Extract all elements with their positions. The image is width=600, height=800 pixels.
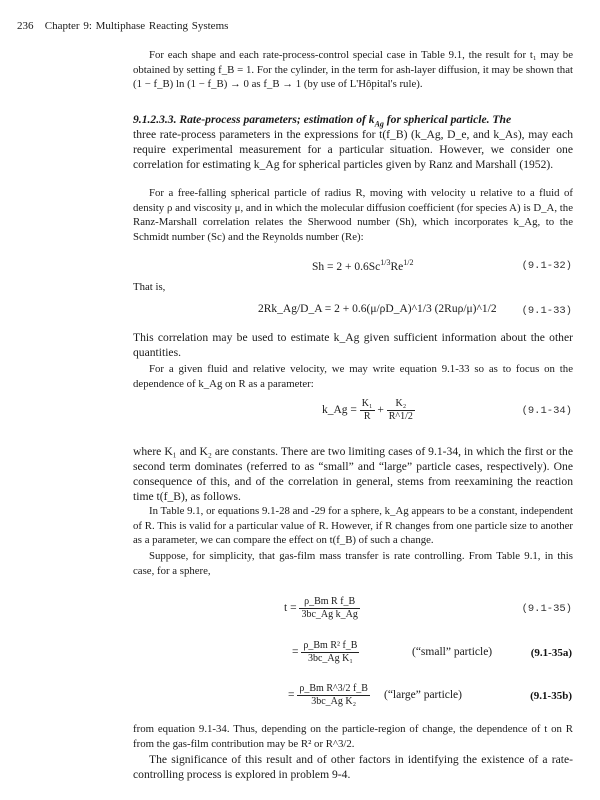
section-paragraph-2: For a free-falling spherical particle of radius R, moving with velocity u relative to a fluid of density ρ and viscosity μ, and in which the molecular diffusion coefficient (for species A) is D_A, the Ranz-Marshall correlation relates the Sherwood number (Sh), which incorporates k_Ag, to the Schmidt number (Sc) and the Reynolds number (Re): [133,187,573,243]
section-title: Rate-process parameters; estimation [179,113,354,126]
paragraph-3: This correlation may be used to estimate k_Ag given sufficient information about the other quantities. [133,331,573,359]
section-paragraph-1: three rate-process parameters in the expressions for t(f_B) (k_Ag, D_e, and k_As), may each require experimental measurement for a particular situation. However, we consider one correlation for estimating k_Ag for spherical particles given by Ranz and Marshall (1952). [133,128,573,171]
paragraph-5: where K₁ and K₂ are constants. There are two limiting cases of 9.1-34, in which the first or the second term dominates (referred to as “small” and “large” particle cases, respectively). One consequence of this, and of the correlation in general, stems from reexamining the reaction time t(f_B), as follows. [133,445,573,503]
section-title-rest-1: of k [356,113,375,126]
chapter-title: Multiphase Reacting Systems [95,20,229,32]
equation-number-9-1-32: (9.1-32) [521,260,572,272]
chapter-label: Chapter [44,20,80,32]
chapter-number: 9: [83,20,92,32]
equation-number-9-1-33: (9.1-33) [521,305,572,317]
equation-number-9-1-35a: (9.1-35a) [530,647,572,659]
equation-9-1-34: k_Ag = $\frac{\text{K₁}}{R}$ + $\frac{\text{K₂}}{R\^{}1/2}$ [322,398,413,422]
large-particle-label: (“large” particle) [384,689,462,701]
fraction-k1-over-r: $\frac{\text{K₁}}{R}$ [361,398,373,422]
page-number: 236 [17,20,34,32]
paragraph-7: Suppose, for simplicity, that gas-film mass transfer is rate controlling. From Table 9.1, in this case, for a sphere, [133,550,573,577]
section-title-sub: Ag [374,119,384,129]
equation-9-1-35: t = $\frac{\text{ρ\_Bm R f\_B}}{\text{3bc\_Ag k\_Ag}}$ [284,596,358,620]
equation-number-9-1-35b: (9.1-35b) [530,690,572,702]
paragraph-9: The significance of this result and of other factors in identifying the existence of a rate-controlling process is explored in problem 9-4. [133,753,573,781]
paragraph-4: For a given fluid and relative velocity, we may write equation 9.1-33 so as to focus on the dependence of k_Ag on R as a parameter: [133,363,573,390]
section-number: 9.1.2.3.3. [133,113,177,126]
equation-number-9-1-35: (9.1-35) [521,603,572,615]
that-is-text: That is, [133,281,166,293]
small-particle-label: (“small” particle) [412,646,493,658]
equation-number-9-1-34: (9.1-34) [521,405,572,417]
intro-paragraph: For each shape and each rate-process-control special case in Table 9.1, the result for t₁ may be obtained by setting f_B = 1. For the cylinder, in the term for ash-layer diffusion, it may be shown that (1 − f_B) ln (1 − f_B) → 0 as f_B → 1 (by use of L'Hôpital's rule). [133,49,573,90]
equation-9-1-35b: = $\frac{\text{ρ\_Bm R\textasciicircum{}3/2 f\_B}}{\text{3bc\_Ag K₂}}$ [288,683,368,707]
paragraph-6: In Table 9.1, or equations 9.1-28 and -29 for a sphere, k_Ag appears to be a constant, independent of R. This is valid for a particular value of R. However, if R changes from one particle size to another as a parameter, we can compare the effect on t(f_B) of such a change. [133,505,573,546]
section-title-rest-2: for spherical particle. The [383,113,512,126]
fraction-k2-over-r-half: $\frac{\text{K₂}}{R\^{}1/2}$ [388,398,413,422]
equation-9-1-35a: = $\frac{\text{ρ\_Bm R² f\_B}}{\text{3bc\_Ag K₁}}$ [292,640,358,664]
equation-9-1-33: 2Rk_Ag/D_A = 2 + 0.6(μ/ρD_A)^1/3 (2Ruρ/μ)^1/2 [258,303,497,315]
paragraph-8: from equation 9.1-34. Thus, depending on the particle-region of change, the dependence of t on R from the gas-film contribution may be R² or R^3/2. [133,723,573,750]
running-header [17,20,228,32]
equation-9-1-32: $Sh = 2 + 0.6Sc^{1/3}Re^{1/2}$ [312,258,414,273]
